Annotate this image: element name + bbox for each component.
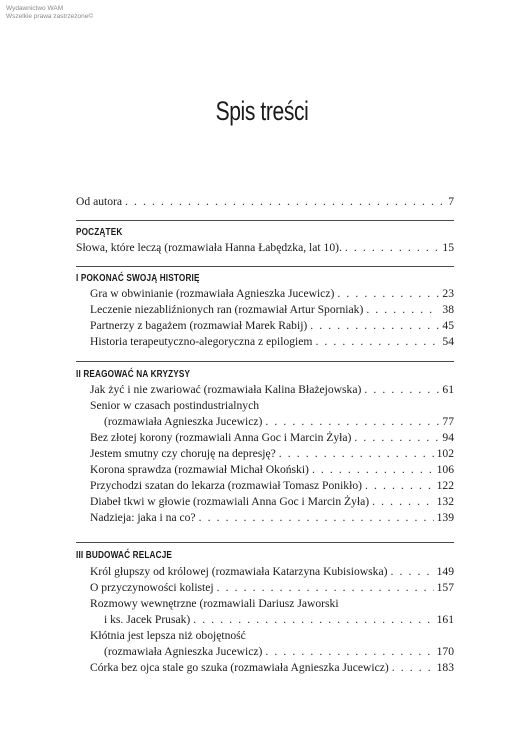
toc-page-number: 54 (442, 335, 454, 348)
toc-entry-text: (rozmawiała Agnieszka Jucewicz) (104, 645, 263, 658)
dot-leader (312, 334, 439, 350)
toc-entry-text: Jestem smutny czy choruję na depresję? (90, 447, 276, 460)
toc-entry (76, 478, 454, 494)
dot-leader (262, 414, 439, 430)
toc-entry (76, 318, 454, 334)
dot-leader (389, 660, 434, 676)
dot-leader (334, 286, 439, 302)
toc-entry-text: Nadzieja: jaka i na co? (90, 511, 196, 524)
section-heading: POCZĄTEK (76, 227, 123, 238)
toc-entry (76, 462, 454, 478)
toc-page-number: 102 (436, 447, 454, 460)
toc-page-number: 161 (436, 613, 454, 626)
toc-entry (76, 382, 454, 398)
dot-leader (361, 382, 439, 398)
page-title: Spis treści (215, 96, 309, 126)
toc-page-number: 7 (448, 195, 454, 208)
section-heading: I POKONAĆ SWOJĄ HISTORIĘ (76, 273, 200, 284)
toc-entry-text: Przychodzi szatan do lekarza (rozmawiał Tomasz Ponikło) (90, 479, 362, 492)
toc-entry-text: Partnerzy z bagażem (rozmawiał Marek Rabij) (90, 319, 308, 332)
toc-page-number: 77 (442, 415, 454, 428)
toc-page-number: 149 (436, 565, 454, 578)
toc-page-number: 157 (436, 581, 454, 594)
toc-entry (76, 510, 454, 526)
dot-leader (351, 430, 439, 446)
section-heading: III BUDOWAĆ RELACJE (76, 550, 173, 561)
toc-page-number: 15 (442, 241, 454, 254)
watermark-rights: Wszelkie prawa zastrzeżone© (6, 13, 94, 20)
toc-entry (76, 580, 454, 596)
section-divider (76, 361, 454, 362)
toc-entry (76, 414, 454, 430)
toc-entry-text: Król głupszy od królowej (rozmawiała Katarzyna Kubisiowska) (90, 565, 388, 578)
toc-entry-text: Diabeł tkwi w głowie (rozmawiali Anna Goc i Marcin Żyła) (90, 495, 370, 508)
toc-entry-text: Historia terapeutyczno-alegoryczna z epilogiem (90, 335, 313, 348)
toc-entry-text: Słowa, które leczą (rozmawiała Hanna Łabędzka, lat 10). (76, 241, 342, 254)
toc-page-number: 23 (442, 287, 454, 300)
dot-leader (262, 644, 433, 660)
toc-page-number: 38 (442, 303, 454, 316)
toc-entry (76, 334, 454, 350)
toc-page-number: 170 (436, 645, 454, 658)
dot-leader (307, 318, 439, 334)
section-heading: II REAGOWAĆ NA KRYZYSY (76, 369, 191, 380)
toc-entry (76, 430, 454, 446)
toc-entry-text: Leczenie niezabliźnionych ran (rozmawiał Artur Sporniak) (90, 303, 364, 316)
toc-entry (76, 240, 454, 256)
dot-leader (122, 194, 445, 210)
toc-entry (76, 612, 454, 628)
toc-page-number: 183 (436, 661, 454, 674)
toc-entry-text: i ks. Jacek Prusak) (104, 613, 191, 626)
dot-leader (362, 478, 434, 494)
toc-entry-text: O przyczynowości kolistej (90, 581, 214, 594)
toc-entry (76, 494, 454, 510)
toc-entry-text: Od autora (76, 195, 123, 208)
dot-leader (214, 580, 434, 596)
toc-page-number: 45 (442, 319, 454, 332)
dot-leader (309, 462, 434, 478)
watermark (6, 5, 93, 21)
toc-entry (76, 286, 454, 302)
toc-entry-text: Córka bez ojca stale go szuka (rozmawiała Agnieszka Jucewicz) (90, 661, 389, 674)
section-divider (76, 542, 454, 543)
toc-entry-text: Bez złotej korony (rozmawiali Anna Goc i Marcin Żyła) (90, 431, 352, 444)
toc-entry-text-line1: Senior w czasach postindustrialnych (90, 399, 260, 412)
toc-entry (76, 564, 454, 580)
toc-entry-intro (76, 194, 454, 210)
dot-leader (190, 612, 433, 628)
toc-page-number: 94 (442, 431, 454, 444)
toc-page-number: 106 (436, 463, 454, 476)
toc-entry-text: (rozmawiała Agnieszka Jucewicz) (104, 415, 263, 428)
section-divider (76, 266, 454, 267)
dot-leader (196, 510, 434, 526)
toc-page-number: 139 (436, 511, 454, 524)
toc-entry (76, 660, 454, 676)
toc-page-number: 61 (442, 383, 454, 396)
toc-page-number: 122 (436, 479, 454, 492)
toc-entry (76, 302, 454, 318)
dot-leader (342, 240, 440, 256)
section-divider (76, 220, 454, 221)
toc-page-number: 132 (436, 495, 454, 508)
toc-entry-text-line1: Kłótnia jest lepsza niż obojętność (90, 629, 246, 642)
dot-leader (363, 302, 439, 318)
toc-entry-text-line1: Rozmowy wewnętrzne (rozmawiali Dariusz Jaworski (90, 597, 339, 610)
toc-entry (76, 446, 454, 462)
dot-leader (369, 494, 433, 510)
watermark-publisher: Wydawnictwo WAM (6, 5, 64, 12)
toc-entry-text: Korona sprawdza (rozmawiał Michał Okoński) (90, 463, 309, 476)
toc-entry (76, 644, 454, 660)
toc-entry-text: Gra w obwinianie (rozmawiała Agnieszka Jucewicz) (90, 287, 335, 300)
dot-leader (388, 564, 434, 580)
dot-leader (276, 446, 434, 462)
toc-entry-text: Jak żyć i nie zwariować (rozmawiała Kalina Błażejowska) (90, 383, 362, 396)
